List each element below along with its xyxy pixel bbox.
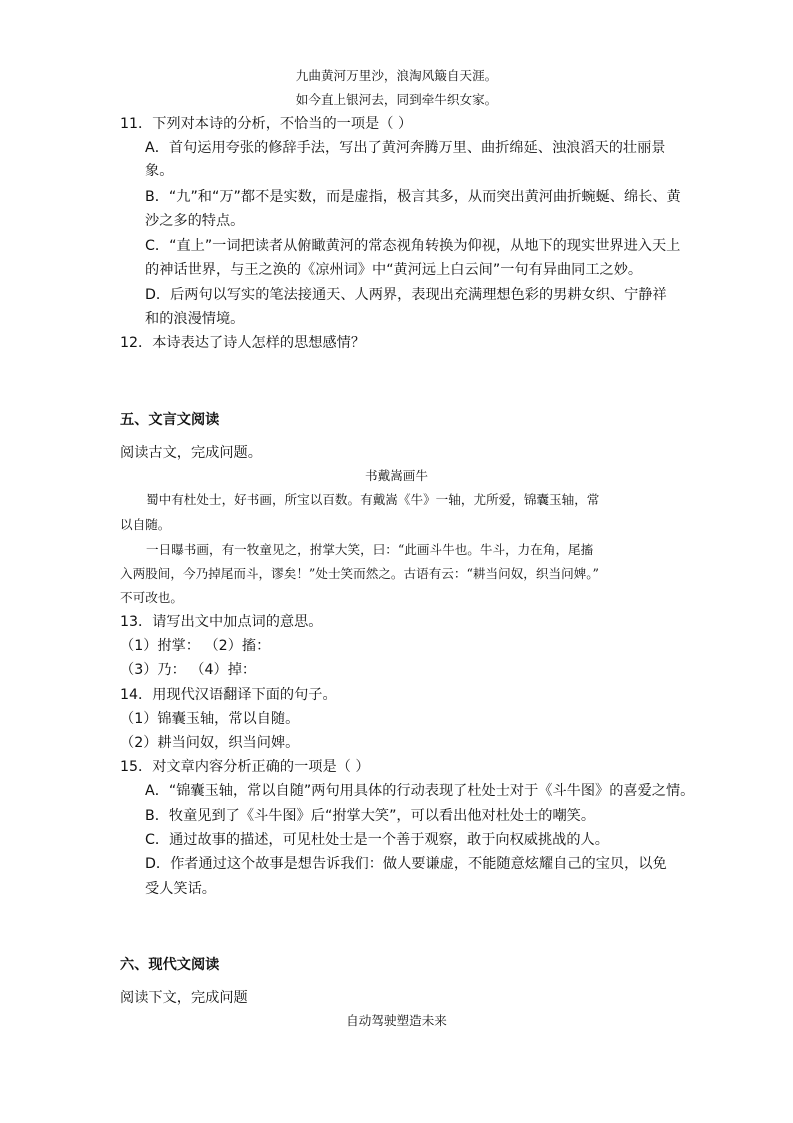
- question-13-row-2: （3）乃： （4）掉：: [120, 662, 257, 678]
- question-15-option-b: B．牧童见到了《斗牛图》后“拊掌大笑”，可以看出他对杜处士的嘲笑。: [145, 808, 596, 824]
- question-11-option-d-line1: D．后两句以写实的笔法接通天、人两界，表现出充满理想色彩的男耕女织、宁静祥: [145, 287, 667, 303]
- classical-text-title: 书戴嵩画牛: [365, 468, 428, 483]
- section-5-intro: 阅读古文，完成问题。: [120, 445, 262, 461]
- question-14-sentence-2: （2）耕当问奴，织当问婢。: [120, 735, 300, 751]
- section-5-heading: 五、文言文阅读: [120, 412, 220, 428]
- question-14-sentence-1: （1）锦囊玉轴，常以自随。: [120, 711, 300, 727]
- question-11-option-a-line2: 象。: [145, 163, 174, 179]
- modern-text-title: 自动驾驶塑造未来: [346, 1013, 447, 1028]
- question-15-stem: 15．对文章内容分析正确的一项是（ ）: [120, 759, 370, 775]
- classical-text-p2-line3: 不可改也。: [120, 590, 183, 605]
- section-6-heading: 六、现代文阅读: [120, 957, 220, 973]
- question-13-stem: 13．请写出文中加点词的意思。: [120, 614, 323, 630]
- question-12-stem: 12．本诗表达了诗人怎样的思想感情？: [120, 335, 366, 351]
- classical-text-p2-line1: 一日曝书画，有一牧童见之，拊掌大笑，曰：“此画斗牛也。牛斗，力在角，尾搐: [146, 542, 594, 557]
- classical-text-p2-line2: 入两股间，今乃掉尾而斗，谬矣！”处士笑而然之。古语有云：“耕当问奴，织当问婢。”: [120, 566, 599, 581]
- question-13-row-1: （1）拊掌： （2）搐：: [120, 638, 271, 654]
- classical-text-p1-line1: 蜀中有杜处士，好书画，所宝以百数。有戴嵩《牛》一轴，尤所爱，锦囊玉轴，常: [146, 492, 600, 507]
- question-11-option-a-line1: A．首句运用夸张的修辞手法，写出了黄河奔腾万里、曲折绵延、浊浪滔天的壮丽景: [145, 140, 666, 156]
- question-15-option-d-line2: 受人笑话。: [145, 881, 216, 897]
- question-15-option-d-line1: D．作者通过这个故事是想告诉我们：做人要谦虚，不能随意炫耀自己的宝贝，以免: [145, 856, 667, 872]
- question-11-option-b-line2: 沙之多的特点。: [145, 213, 245, 229]
- poem-line-1: 九曲黄河万里沙，浪淘风簸自天涯。: [295, 68, 498, 83]
- question-11-option-b-line1: B．“九”和“万”都不是实数，而是虚指，极言其多，从而突出黄河曲折蜿蜒、绵长、黄: [145, 189, 681, 205]
- question-15-option-c: C．通过故事的描述，可见杜处士是一个善于观察，敢于向权威挑战的人。: [145, 832, 609, 848]
- classical-text-p1-line2: 以自随。: [120, 517, 171, 532]
- question-11-option-c-line1: C．“直上”一词把读者从俯瞰黄河的常态视角转换为仰视，从地下的现实世界进入天上: [145, 238, 681, 254]
- question-15-option-a: A．“锦囊玉轴，常以自随”两句用具体的行动表现了杜处士对于《斗牛图》的喜爱之情。: [145, 783, 695, 799]
- poem-line-2: 如今直上银河去，同到牵牛织女家。: [295, 92, 498, 107]
- question-11-option-d-line2: 和的浪漫情境。: [145, 311, 245, 327]
- question-11-stem: 11．下列对本诗的分析，不恰当的一项是（ ）: [120, 116, 413, 132]
- section-6-intro: 阅读下文，完成问题: [120, 990, 248, 1006]
- question-14-stem: 14．用现代汉语翻译下面的句子。: [120, 687, 337, 703]
- question-11-option-c-line2: 的神话世界，与王之涣的《凉州词》中“黄河远上白云间”一句有异曲同工之妙。: [145, 262, 643, 278]
